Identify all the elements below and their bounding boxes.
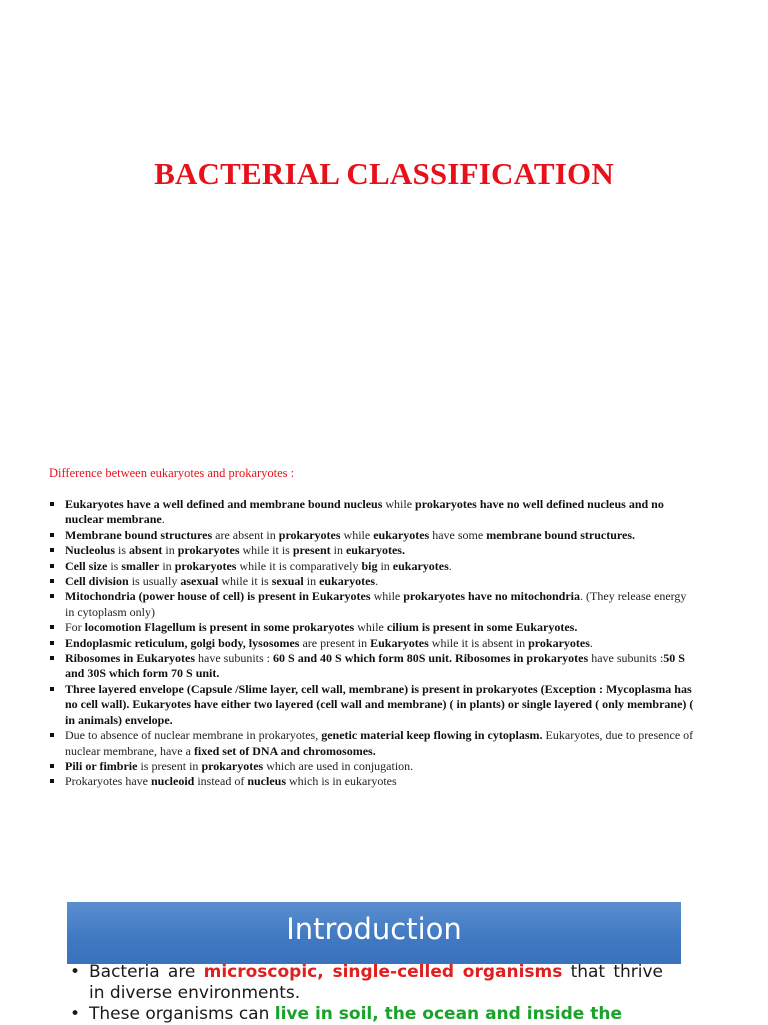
text-run: instead of	[194, 774, 248, 789]
text-run: smaller	[121, 558, 160, 573]
text-run: present	[292, 543, 331, 558]
text-run: genetic material keep flowing in cytoplasm.	[321, 728, 543, 743]
text-run: 50 S and 30S which form 70 S unit.	[65, 651, 685, 681]
text-run: is usually	[128, 574, 181, 589]
text-run: Ribosomes in Eukaryotes	[65, 651, 196, 666]
text-run: while it is	[239, 543, 293, 558]
text-run: Endoplasmic reticulum, golgi body, lysosomes	[65, 635, 300, 650]
intro-list	[67, 962, 663, 1025]
text-run: are absent in	[212, 527, 279, 542]
text-run: 60 S and 40 S which form 80S unit. Ribosomes in prokaryotes	[273, 651, 589, 666]
text-run: nucleus	[247, 774, 287, 789]
text-run: asexual	[180, 574, 219, 589]
text-run: while it is comparatively	[236, 558, 362, 573]
text-run: which are used in conjugation.	[263, 758, 414, 773]
text-run: nucleoid	[150, 774, 195, 789]
difference-item	[49, 759, 697, 774]
text-run: .	[589, 635, 593, 650]
text-run: while	[340, 527, 374, 542]
text-run: .	[375, 574, 379, 589]
text-run: Bacteria are	[89, 962, 204, 982]
text-run: Nucleolus	[65, 543, 116, 558]
text-run: while	[370, 589, 404, 604]
text-run: in	[377, 558, 393, 573]
text-run: prokaryotes	[177, 543, 240, 558]
intro-title: Introduction	[286, 912, 462, 946]
intro-item	[67, 1004, 663, 1025]
text-run: that thrive in diverse environments.	[89, 962, 663, 1003]
text-run: locomotion Flagellum is present in some prokaryotes	[84, 620, 355, 635]
difference-item	[49, 528, 697, 543]
intro-item	[67, 962, 663, 1004]
text-run: have subunits :	[195, 651, 274, 666]
text-run: .	[448, 558, 452, 573]
difference-item	[49, 620, 697, 635]
text-run: is present in	[137, 758, 202, 773]
text-run: while	[354, 620, 387, 635]
difference-item	[49, 559, 697, 574]
text-run: while it is absent in	[428, 635, 529, 650]
difference-item	[49, 774, 697, 789]
text-run: in	[159, 558, 175, 573]
text-run: have some	[429, 527, 487, 542]
text-run: They release energy in cytoplasm only)	[65, 589, 687, 619]
text-run: Eukaryotes, due to presence of nuclear membrane, have a	[65, 728, 694, 758]
text-run: are present in	[299, 635, 371, 650]
text-run: prokaryotes	[528, 635, 590, 650]
text-run: prokaryotes	[174, 558, 237, 573]
difference-list	[49, 497, 697, 790]
text-run: while	[382, 497, 416, 511]
text-run: Cell division	[65, 574, 129, 589]
difference-item	[49, 651, 697, 682]
difference-item	[49, 636, 697, 651]
difference-item	[49, 728, 697, 759]
text-run: membrane bound structures.	[486, 527, 635, 542]
text-run: prokaryotes have no well defined nucleus and no nuclear membrane	[65, 497, 664, 527]
text-run: Eukaryotes	[370, 635, 429, 650]
text-run: For	[65, 620, 85, 635]
text-run: prokaryotes	[278, 527, 341, 542]
difference-item	[49, 497, 697, 528]
text-run: Three layered envelope (Capsule /Slime layer, cell wall, membrane) is present in prokaryotes (Exception : Mycoplasma has no cell wall). Eukaryotes have either two layered (cell wall and membrane) ( in plants) or single layered ( only membrane) ( in animals) envelope.	[65, 681, 694, 727]
text-run: prokaryotes have no mitochondria	[403, 589, 581, 604]
text-run: eukaryotes	[373, 527, 430, 542]
text-run: Pili or fimbrie	[65, 758, 138, 773]
text-run: Membrane bound structures	[65, 527, 213, 542]
difference-item	[49, 574, 697, 589]
text-run: sexual	[271, 574, 304, 589]
text-run: prokaryotes	[201, 758, 264, 773]
difference-item	[49, 682, 697, 728]
diff-heading: Difference between eukaryotes and prokaryotes :	[49, 466, 295, 480]
text-run: eukaryotes.	[345, 543, 405, 558]
text-run: eukaryotes	[392, 558, 449, 573]
text-run: have subunits :	[588, 651, 664, 666]
text-run: while it is	[218, 574, 272, 589]
difference-item	[49, 543, 697, 558]
text-run: Cell size	[65, 558, 108, 573]
text-run: fixed set of DNA and chromosomes.	[193, 743, 376, 758]
text-run: eukaryotes	[319, 574, 376, 589]
text-run: in	[303, 574, 320, 589]
text-run: Prokaryotes have	[65, 774, 151, 789]
text-run: big	[361, 558, 378, 573]
text-run: Due to absence of nuclear membrane in prokaryotes,	[65, 728, 322, 743]
text-run: Eukaryotes have a well defined and membrane bound nucleus	[65, 497, 383, 511]
text-run: in	[330, 543, 346, 558]
text-run: These organisms can	[89, 1004, 275, 1024]
text-run: is	[107, 558, 122, 573]
text-run: live in soil, the ocean and inside the	[274, 1004, 622, 1024]
text-run: Mitochondria (power house of cell) is present in Eukaryotes	[65, 589, 371, 604]
intro-banner	[67, 902, 681, 964]
text-run: cilium is present in some Eukaryotes.	[386, 620, 578, 635]
text-run: . (	[580, 589, 591, 604]
text-run: .	[161, 512, 165, 527]
text-run: in	[162, 543, 178, 558]
page-title: BACTERIAL CLASSIFICATION	[154, 156, 614, 191]
text-run: absent	[129, 543, 163, 558]
text-run: microscopic, single-celled organisms	[203, 962, 563, 982]
text-run: which is in eukaryotes	[286, 774, 397, 789]
text-run: is	[115, 543, 130, 558]
difference-item	[49, 589, 697, 620]
